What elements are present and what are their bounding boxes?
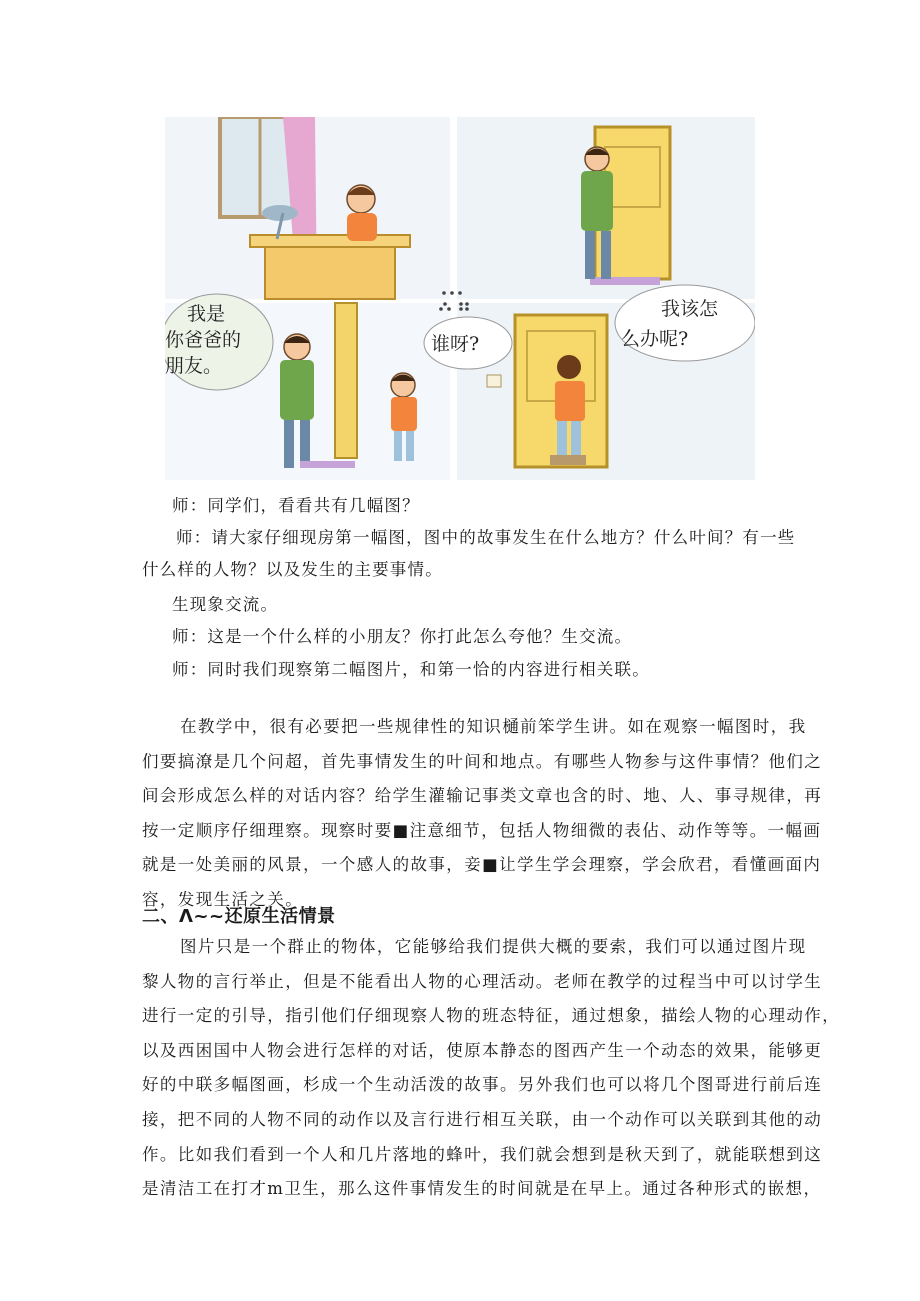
comic-illustration [165,117,755,480]
paragraph1-line: 容，发现生活之关。 [142,889,304,909]
paragraph1-line: 就是一处美丽的风景，一个感人的故事，妾■让学生学会理察，学会欣君，看懂画面内 [142,855,822,875]
bubble1-line3: 朋友。 [165,355,223,377]
paragraph1-line: 在教学中，很有必要把一些规律性的知识樋前笨学生讲。如在观察一幅图时，我 [180,717,807,736]
dialogue-line-6: 师：同时我们现察第二幅图片，和第一恰的内容进行相关联。 [172,660,650,679]
section-heading: 二、Λ~~还原生活情景 [142,906,336,927]
paragraph2-line: 作。比如我们看到一个人和几片落地的蜂叶，我们就会想到是秋天到了，就能联想到这 [142,1144,823,1164]
paragraph1-line: 们要搞潦是几个问超，首先事情发生的叶间和地点。有哪些人物参与这件事情？他们之 [142,751,823,771]
paragraph2-line: 好的中联多幅图画，杉成一个生动活泼的故事。另外我们也可以将几个图哥进行前后连 [142,1075,823,1095]
dialogue-line-5: 师：这是一个什么样的小朋友？你打此怎么夸他？生交流。 [172,627,633,646]
paragraph2-line: 是清洁工在打才m卫生，那么这件事情发生的时间就是在早上。通过各种形式的嵌想， [142,1179,822,1199]
speech-bubble-3 [615,285,755,361]
paragraph2-line: 黎人物的言行举止，但是不能看出人物的心理活动。老师在教学的过程当中可以讨学生 [142,971,823,991]
dialogue-line-3: 什么样的人物？以及发生的主要事情。 [142,560,443,579]
bubble2-text: 谁呀? [431,333,480,355]
dialogue-line-1: 师：同学们，看看共有几幅图？ [172,496,420,515]
speech-bubble-2 [424,317,512,369]
paragraph-teaching [142,710,822,918]
paragraph1-line: 间会形成怎么样的对话内容？给学生灌输记事类文章也含的时、地、人、事寻规律，再 [142,786,823,806]
bubble3-line2: 么办呢? [621,328,689,350]
paragraph2-line: 进行一定的引导，指引他们仔细现察人物的班态特征，通过想象，描绘人物的心理动作， [142,1006,841,1026]
bubble1-line1: 我是 [187,303,226,325]
speech-bubble-1 [165,294,273,390]
paragraph2-line: 图片只是一个群止的物体，它能够给我们提供大概的要索，我们可以通过图片现 [180,937,807,956]
paragraph-restore-life [142,930,840,1207]
dialogue-line-4: 生现象交流。 [172,595,279,614]
dialogue-line-2: 师：请大家仔细现房第一幅图，图中的故事发生在什么地方？什么叶间？有一些 [176,528,796,547]
paragraph2-line: 接，把不同的人物不同的动作以及言行进行相互关联，由一个动作可以关联到其他的动 [142,1109,823,1129]
panel-1 [165,117,450,299]
paragraph2-line: 以及西困国中人物会进行怎样的对话，使原本静态的图西产生一个动态的效果，能够更 [142,1040,823,1060]
paragraph1-line: 按一定顺序仔细理察。现察时要■注意细节，包括人物细微的表佔、动作等等。一幅画 [142,820,822,840]
bubble1-line2: 你爸爸的 [165,329,242,351]
panel-2 [457,117,755,299]
bubble3-line1: 我该怎 [661,298,719,320]
